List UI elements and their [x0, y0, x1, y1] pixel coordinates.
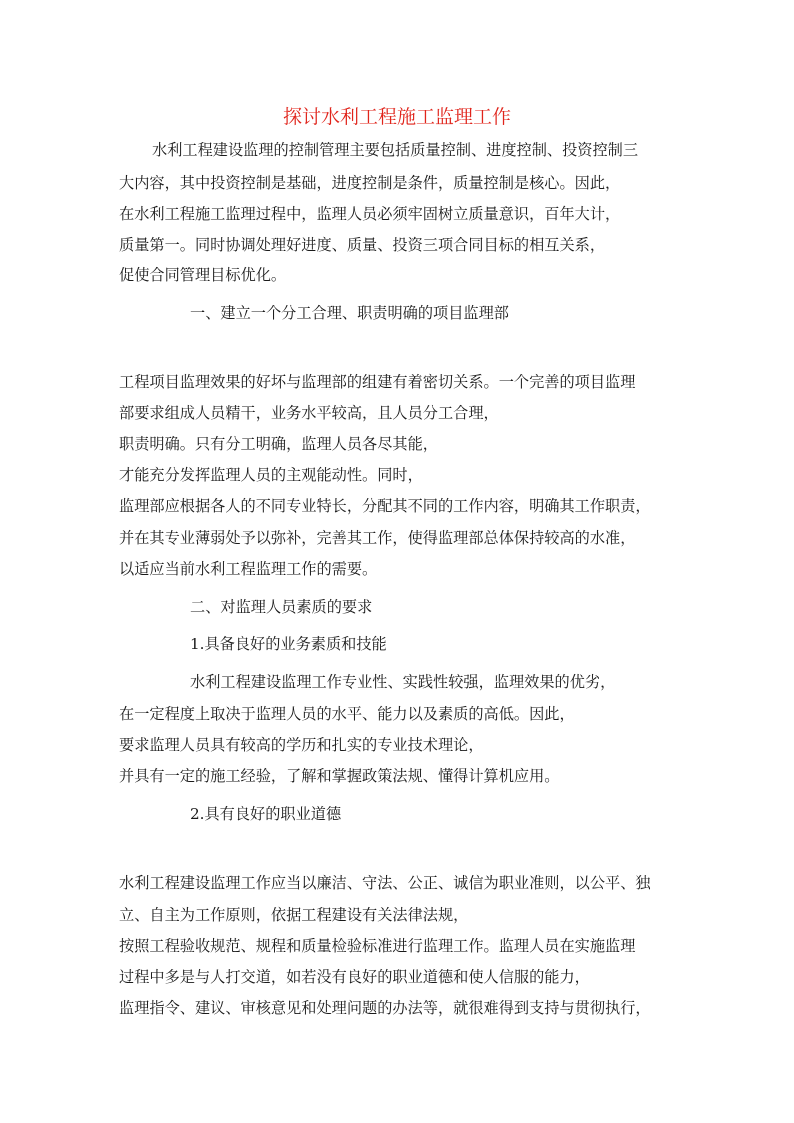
- document-title: 探讨水利工程施工监理工作: [282, 106, 511, 128]
- paragraph-line: 才能充分发挥监理人员的主观能动性。同时，: [119, 466, 423, 484]
- subsection-heading: 1.具备良好的业务素质和技能: [190, 635, 387, 653]
- paragraph-line: 并具有一定的施工经验，了解和掌握政策法规、懂得计算机应用。: [119, 767, 560, 785]
- paragraph-line: 在一定程度上取决于监理人员的水平、能力以及素质的高低。因此，: [119, 705, 575, 723]
- paragraph-line: 并在其专业薄弱处予以弥补，完善其工作，使得监理部总体保持较高的水准，: [119, 529, 636, 547]
- subsection-heading: 2.具有良好的职业道德: [190, 805, 342, 823]
- paragraph-line: 水利工程建设监理工作应当以廉洁、守法、公正、诚信为职业准则，以公平、独: [119, 874, 651, 892]
- paragraph-line: 部要求组成人员精干，业务水平较高，且人员分工合理，: [119, 404, 499, 422]
- paragraph-line: 立、自主为工作原则，依据工程建设有关法律法规，: [119, 906, 469, 924]
- paragraph-line: 监理部应根据各人的不同专业特长，分配其不同的工作内容，明确其工作职责，: [119, 497, 651, 515]
- paragraph-line: 监理指令、建议、审核意见和处理问题的办法等，就很难得到支持与贯彻执行，: [119, 999, 651, 1017]
- paragraph-line: 要求监理人员具有较高的学历和扎实的专业技术理论，: [119, 736, 484, 754]
- paragraph-line: 质量第一。同时协调处理好进度、质量、投资三项合同目标的相互关系，: [119, 236, 605, 254]
- paragraph-line: 促使合同管理目标优化。: [119, 266, 287, 284]
- paragraph-line: 职责明确。只有分工明确，监理人员各尽其能，: [119, 435, 438, 453]
- paragraph-line: 按照工程验收规范、规程和质量检验标准进行监理工作。监理人员在实施监理: [119, 937, 636, 955]
- paragraph-line: 水利工程建设监理工作专业性、实践性较强，监理效果的优劣，: [190, 673, 616, 691]
- paragraph-line: 水利工程建设监理的控制管理主要包括质量控制、进度控制、投资控制三: [152, 141, 638, 159]
- paragraph-line: 以适应当前水利工程监理工作的需要。: [119, 560, 378, 578]
- paragraph-line: 在水利工程施工监理过程中，监理人员必须牢固树立质量意识，百年大计，: [119, 205, 621, 223]
- section-heading: 二、对监理人员素质的要求: [190, 598, 373, 616]
- section-heading: 一、建立一个分工合理、职责明确的项目监理部: [190, 304, 509, 322]
- paragraph-line: 过程中多是与人打交道，如若没有良好的职业道德和使人信服的能力，: [119, 968, 590, 986]
- paragraph-line: 工程项目监理效果的好坏与监理部的组建有着密切关系。一个完善的项目监理: [119, 373, 636, 391]
- paragraph-line: 大内容，其中投资控制是基础，进度控制是条件，质量控制是核心。因此，: [119, 174, 621, 192]
